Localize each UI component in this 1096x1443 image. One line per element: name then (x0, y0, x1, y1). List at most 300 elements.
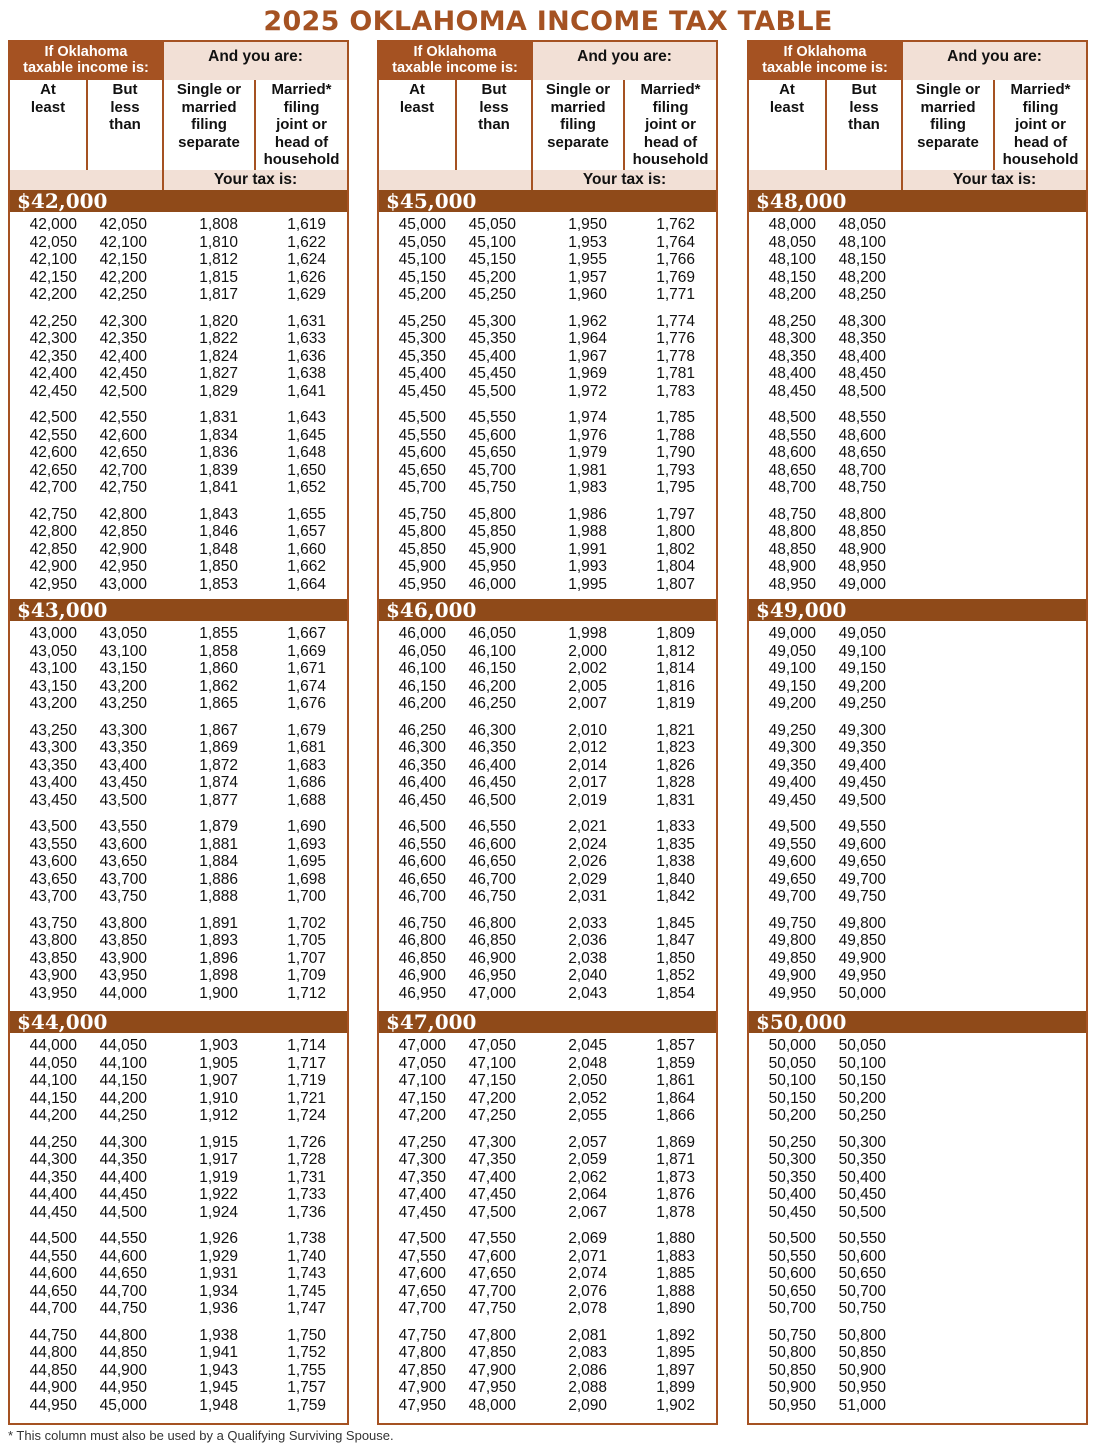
married-tax-value: 1,831 (656, 791, 695, 809)
single-tax-value: 1,827 (199, 365, 238, 383)
but-less-than-value: 47,000 (468, 984, 516, 1002)
table-row (379, 695, 716, 713)
married-tax-value: 1,740 (287, 1247, 326, 1265)
at-least-value: 43,400 (29, 774, 77, 792)
married-tax-value: 1,679 (287, 721, 326, 739)
single-tax-value: 1,855 (199, 625, 238, 642)
table-row (379, 234, 716, 252)
header-line: joint or (1015, 116, 1066, 134)
but-less-than-value: 43,450 (99, 774, 147, 792)
single-tax-value: 2,021 (568, 818, 607, 835)
single-tax-value: 1,926 (199, 1230, 238, 1247)
but-less-than-value: 42,550 (99, 409, 147, 426)
row-group (379, 818, 716, 906)
at-least-value: 43,800 (29, 932, 77, 950)
married-tax-value: 1,895 (656, 1344, 695, 1362)
but-less-than-value: 47,500 (468, 1203, 516, 1221)
header-line: filing (652, 98, 689, 116)
single-tax-value: 1,839 (199, 461, 238, 479)
and-you-are-header: And you are: (164, 42, 347, 80)
married-tax-value: 1,717 (287, 1054, 326, 1072)
table-row (379, 774, 716, 792)
single-tax-value: 1,936 (199, 1300, 238, 1318)
header-line: Married* (640, 81, 701, 98)
column-divider (623, 80, 625, 170)
single-tax-value: 1,891 (199, 914, 238, 932)
col-header-married (625, 80, 716, 168)
table-row (10, 757, 347, 775)
married-tax-value: 1,660 (287, 540, 326, 558)
but-less-than-value: 43,800 (99, 914, 147, 932)
single-tax-value: 1,907 (199, 1072, 238, 1090)
table-row (749, 365, 1086, 383)
table-row (749, 757, 1086, 775)
section-label: $46,000 (386, 598, 477, 622)
table-row (10, 558, 347, 576)
married-tax-value: 1,633 (287, 330, 326, 348)
column-divider (455, 80, 457, 170)
married-tax-value: 1,731 (287, 1168, 326, 1186)
table-row (379, 216, 716, 234)
but-less-than-value: 43,550 (99, 818, 147, 835)
table-row (379, 1134, 716, 1152)
but-less-than-value: 42,300 (99, 312, 147, 330)
table-row (749, 462, 1086, 480)
married-tax-value: 1,736 (287, 1203, 326, 1221)
married-tax-value: 1,788 (656, 426, 695, 444)
single-tax-value: 2,059 (568, 1151, 607, 1169)
row-group (749, 506, 1086, 594)
but-less-than-value: 44,000 (99, 984, 147, 1002)
married-tax-value: 1,674 (287, 677, 326, 695)
table-row (10, 932, 347, 950)
at-least-value: 46,050 (398, 642, 446, 660)
married-tax-value: 1,778 (656, 347, 695, 365)
table-row (749, 251, 1086, 269)
married-tax-value: 1,850 (656, 949, 695, 967)
but-less-than-value: 48,100 (838, 233, 886, 251)
at-least-value: 50,450 (768, 1203, 816, 1221)
at-least-value: 47,350 (398, 1168, 446, 1186)
table-row (10, 576, 347, 594)
table-row (10, 1169, 347, 1187)
single-tax-value: 2,067 (568, 1203, 607, 1221)
single-tax-value: 1,929 (199, 1247, 238, 1265)
single-tax-value: 1,964 (568, 330, 607, 348)
single-tax-value: 1,829 (199, 382, 238, 400)
married-tax-value: 1,629 (287, 286, 326, 304)
but-less-than-value: 43,600 (99, 835, 147, 853)
header-line: Married* (271, 81, 332, 98)
at-least-value: 45,650 (398, 461, 446, 479)
but-less-than-value: 43,000 (99, 575, 147, 593)
but-less-than-value: 48,250 (838, 286, 886, 304)
married-tax-value: 1,766 (656, 251, 695, 269)
married-tax-value: 1,719 (287, 1072, 326, 1090)
but-less-than-value: 45,850 (468, 523, 516, 541)
married-tax-value: 1,626 (287, 268, 326, 286)
but-less-than-value: 42,250 (99, 286, 147, 304)
single-tax-value: 1,953 (568, 233, 607, 251)
table-row (10, 1283, 347, 1301)
single-tax-value: 1,841 (199, 479, 238, 497)
income-header (749, 42, 901, 80)
married-tax-value: 1,700 (287, 888, 326, 906)
but-less-than-value: 47,350 (468, 1151, 516, 1169)
single-tax-value: 1,919 (199, 1168, 238, 1186)
at-least-value: 48,500 (768, 409, 816, 426)
but-less-than-value: 50,800 (838, 1326, 886, 1344)
at-least-value: 43,500 (29, 818, 77, 835)
single-tax-value: 1,867 (199, 721, 238, 739)
but-less-than-value: 46,150 (468, 660, 516, 678)
married-tax-value: 1,709 (287, 967, 326, 985)
header-line: joint or (645, 116, 696, 134)
but-less-than-value: 45,150 (468, 251, 516, 269)
but-less-than-value: 49,450 (838, 774, 886, 792)
at-least-value: 46,900 (398, 967, 446, 985)
married-tax-value: 1,747 (287, 1300, 326, 1318)
married-tax-value: 1,845 (656, 914, 695, 932)
column-divider (825, 80, 827, 170)
table-row (749, 1397, 1086, 1415)
single-tax-value: 1,969 (568, 365, 607, 383)
header-line: least (399, 98, 435, 116)
income-header-line2: taxable income is: (23, 60, 149, 76)
at-least-value: 47,500 (398, 1230, 446, 1247)
but-less-than-value: 48,150 (838, 251, 886, 269)
table-row (379, 792, 716, 810)
table-row (379, 523, 716, 541)
single-tax-value: 2,055 (568, 1107, 607, 1125)
but-less-than-value: 45,950 (468, 558, 516, 576)
footnote: * This column must also be used by a Qualifying Surviving Spouse. (8, 1428, 394, 1443)
single-tax-value: 2,088 (568, 1379, 607, 1397)
table-row (749, 479, 1086, 497)
single-tax-value: 1,874 (199, 774, 238, 792)
header-line: filing (930, 116, 966, 134)
table-row (10, 967, 347, 985)
table-row (10, 1055, 347, 1073)
at-least-value: 48,900 (768, 558, 816, 576)
married-tax-value: 1,871 (656, 1151, 695, 1169)
table-row (10, 216, 347, 234)
at-least-value: 48,600 (768, 444, 816, 462)
but-less-than-value: 49,150 (838, 660, 886, 678)
but-less-than-value: 49,400 (838, 756, 886, 774)
single-tax-value: 1,931 (199, 1265, 238, 1283)
at-least-value: 44,600 (29, 1265, 77, 1283)
table-row (10, 348, 347, 366)
but-less-than-value: 44,900 (99, 1361, 147, 1379)
at-least-value: 49,400 (768, 774, 816, 792)
at-least-value: 47,550 (398, 1247, 446, 1265)
table-row (749, 1107, 1086, 1125)
at-least-value: 49,050 (768, 642, 816, 660)
table-row (10, 1230, 347, 1248)
but-less-than-value: 42,800 (99, 505, 147, 523)
at-least-value: 45,700 (398, 479, 446, 497)
row-group (10, 313, 347, 401)
table-row (749, 216, 1086, 234)
table-row (749, 313, 1086, 331)
single-tax-value: 1,850 (199, 558, 238, 576)
table-row (749, 660, 1086, 678)
married-tax-value: 1,655 (287, 505, 326, 523)
single-tax-value: 1,986 (568, 505, 607, 523)
table-row (10, 660, 347, 678)
at-least-value: 50,950 (768, 1396, 816, 1414)
but-less-than-value: 47,050 (468, 1037, 516, 1054)
at-least-value: 49,350 (768, 756, 816, 774)
table-row (10, 722, 347, 740)
your-tax-is-header: Your tax is: (903, 170, 1086, 190)
at-least-value: 46,150 (398, 677, 446, 695)
table-row (10, 541, 347, 559)
section-band (749, 190, 1086, 212)
at-least-value: 45,250 (398, 312, 446, 330)
table-row (379, 1107, 716, 1125)
at-least-value: 49,750 (768, 914, 816, 932)
but-less-than-value: 44,950 (99, 1379, 147, 1397)
married-tax-value: 1,726 (287, 1133, 326, 1151)
at-least-value: 43,000 (29, 625, 77, 642)
row-group (379, 625, 716, 713)
at-least-value: 47,750 (398, 1326, 446, 1344)
married-tax-value: 1,648 (287, 444, 326, 462)
section-band (379, 599, 716, 621)
married-tax-value: 1,800 (656, 523, 695, 541)
single-tax-value: 1,976 (568, 426, 607, 444)
but-less-than-value: 42,150 (99, 251, 147, 269)
but-less-than-value: 50,750 (838, 1300, 886, 1318)
header-line: Single or (545, 81, 611, 98)
at-least-value: 48,650 (768, 461, 816, 479)
but-less-than-value: 45,400 (468, 347, 516, 365)
table-row (379, 871, 716, 889)
but-less-than-value: 44,500 (99, 1203, 147, 1221)
but-less-than-value: 49,100 (838, 642, 886, 660)
row-group (749, 1134, 1086, 1222)
row-group (749, 313, 1086, 401)
at-least-value: 44,550 (29, 1247, 77, 1265)
single-tax-value: 2,050 (568, 1072, 607, 1090)
single-tax-value: 2,010 (568, 721, 607, 739)
but-less-than-value: 46,200 (468, 677, 516, 695)
but-less-than-value: 44,250 (99, 1107, 147, 1125)
but-less-than-value: 47,900 (468, 1361, 516, 1379)
at-least-value: 44,450 (29, 1203, 77, 1221)
married-tax-value: 1,762 (656, 216, 695, 233)
but-less-than-value: 43,250 (99, 695, 147, 713)
table-row (379, 1248, 716, 1266)
at-least-value: 44,800 (29, 1344, 77, 1362)
row-group (379, 1037, 716, 1125)
table-row (749, 1055, 1086, 1073)
at-least-value: 44,300 (29, 1151, 77, 1169)
at-least-value: 50,600 (768, 1265, 816, 1283)
at-least-value: 49,850 (768, 949, 816, 967)
married-tax-value: 1,852 (656, 967, 695, 985)
at-least-value: 47,600 (398, 1265, 446, 1283)
but-less-than-value: 46,500 (468, 791, 516, 809)
at-least-value: 43,850 (29, 949, 77, 967)
at-least-value: 47,650 (398, 1282, 446, 1300)
header-line: At (409, 81, 425, 98)
but-less-than-value: 43,200 (99, 677, 147, 695)
at-least-value: 50,650 (768, 1282, 816, 1300)
married-tax-value: 1,728 (287, 1151, 326, 1169)
but-less-than-value: 48,750 (838, 479, 886, 497)
section-band (379, 190, 716, 212)
col-header-but-less-than (457, 80, 531, 168)
single-tax-value: 1,817 (199, 286, 238, 304)
table-row (10, 695, 347, 713)
at-least-value: 45,150 (398, 268, 446, 286)
at-least-value: 42,650 (29, 461, 77, 479)
single-tax-value: 2,078 (568, 1300, 607, 1318)
but-less-than-value: 49,350 (838, 739, 886, 757)
but-less-than-value: 48,200 (838, 268, 886, 286)
married-tax-value: 1,876 (656, 1186, 695, 1204)
at-least-value: 42,450 (29, 382, 77, 400)
table-row (10, 1397, 347, 1415)
married-tax-value: 1,619 (287, 216, 326, 233)
single-tax-value: 1,905 (199, 1054, 238, 1072)
single-tax-value: 1,877 (199, 791, 238, 809)
single-tax-value: 2,005 (568, 677, 607, 695)
but-less-than-value: 47,850 (468, 1344, 516, 1362)
table-row (749, 576, 1086, 594)
single-tax-value: 2,012 (568, 739, 607, 757)
column-divider (86, 80, 88, 170)
at-least-value: 50,000 (768, 1037, 816, 1054)
header-fill (379, 170, 531, 190)
married-tax-value: 1,759 (287, 1396, 326, 1414)
at-least-value: 49,100 (768, 660, 816, 678)
table-row (749, 269, 1086, 287)
but-less-than-value: 48,800 (838, 505, 886, 523)
at-least-value: 44,900 (29, 1379, 77, 1397)
header-line: least (30, 98, 66, 116)
at-least-value: 43,350 (29, 756, 77, 774)
but-less-than-value: 48,050 (838, 216, 886, 233)
header-line: filing (1022, 98, 1059, 116)
header-line: filing (560, 116, 596, 134)
table-row (10, 427, 347, 445)
table-row (10, 1107, 347, 1125)
married-tax-value: 1,745 (287, 1282, 326, 1300)
married-tax-value: 1,861 (656, 1072, 695, 1090)
at-least-value: 42,050 (29, 233, 77, 251)
table-row (749, 915, 1086, 933)
at-least-value: 42,200 (29, 286, 77, 304)
single-tax-value: 2,069 (568, 1230, 607, 1247)
single-tax-value: 2,000 (568, 642, 607, 660)
single-tax-value: 1,879 (199, 818, 238, 835)
column-divider (531, 42, 533, 190)
table-row (10, 1151, 347, 1169)
but-less-than-value: 45,700 (468, 461, 516, 479)
at-least-value: 50,350 (768, 1168, 816, 1186)
table-row (749, 558, 1086, 576)
at-least-value: 45,550 (398, 426, 446, 444)
married-tax-value: 1,783 (656, 382, 695, 400)
section-band (10, 190, 347, 212)
table-row (379, 739, 716, 757)
but-less-than-value: 46,350 (468, 739, 516, 757)
but-less-than-value: 49,050 (838, 625, 886, 642)
at-least-value: 47,150 (398, 1089, 446, 1107)
married-tax-value: 1,826 (656, 756, 695, 774)
at-least-value: 42,250 (29, 312, 77, 330)
but-less-than-value: 42,050 (99, 216, 147, 233)
table-row (10, 251, 347, 269)
your-tax-is-header: Your tax is: (164, 170, 347, 190)
at-least-value: 46,100 (398, 660, 446, 678)
row-group (379, 1327, 716, 1415)
married-tax-value: 1,793 (656, 461, 695, 479)
table-row (749, 1362, 1086, 1380)
row-group (379, 1134, 716, 1222)
header-divider (749, 78, 1086, 80)
married-tax-value: 1,714 (287, 1037, 326, 1054)
but-less-than-value: 44,550 (99, 1230, 147, 1247)
but-less-than-value: 50,950 (838, 1379, 886, 1397)
header-divider (379, 78, 716, 80)
at-least-value: 47,250 (398, 1133, 446, 1151)
married-tax-value: 1,873 (656, 1168, 695, 1186)
single-tax-value: 2,031 (568, 888, 607, 906)
income-header-line2: taxable income is: (392, 60, 518, 76)
married-tax-value: 1,657 (287, 523, 326, 541)
at-least-value: 43,100 (29, 660, 77, 678)
row-group (749, 216, 1086, 304)
married-tax-value: 1,823 (656, 739, 695, 757)
table-row (379, 330, 716, 348)
table-row (10, 871, 347, 889)
single-tax-value: 1,831 (199, 409, 238, 426)
but-less-than-value: 45,250 (468, 286, 516, 304)
but-less-than-value: 44,700 (99, 1282, 147, 1300)
but-less-than-value: 48,950 (838, 558, 886, 576)
but-less-than-value: 42,200 (99, 268, 147, 286)
section-label: $45,000 (386, 189, 477, 213)
header-line: separate (547, 133, 609, 151)
table-row (749, 695, 1086, 713)
at-least-value: 42,400 (29, 365, 77, 383)
at-least-value: 48,800 (768, 523, 816, 541)
column-divider (901, 42, 903, 190)
header-line: than (478, 116, 510, 134)
col-header-single (903, 80, 993, 168)
table-row (749, 1072, 1086, 1090)
single-tax-value: 2,024 (568, 835, 607, 853)
section-band (379, 1011, 716, 1033)
table-row (749, 1344, 1086, 1362)
table-row (749, 1204, 1086, 1222)
but-less-than-value: 48,400 (838, 347, 886, 365)
single-tax-value: 1,815 (199, 268, 238, 286)
married-tax-value: 1,795 (656, 479, 695, 497)
but-less-than-value: 43,900 (99, 949, 147, 967)
but-less-than-value: 46,300 (468, 721, 516, 739)
at-least-value: 44,200 (29, 1107, 77, 1125)
table-row (379, 1037, 716, 1055)
at-least-value: 42,300 (29, 330, 77, 348)
row-group (10, 1327, 347, 1415)
table-row (749, 888, 1086, 906)
